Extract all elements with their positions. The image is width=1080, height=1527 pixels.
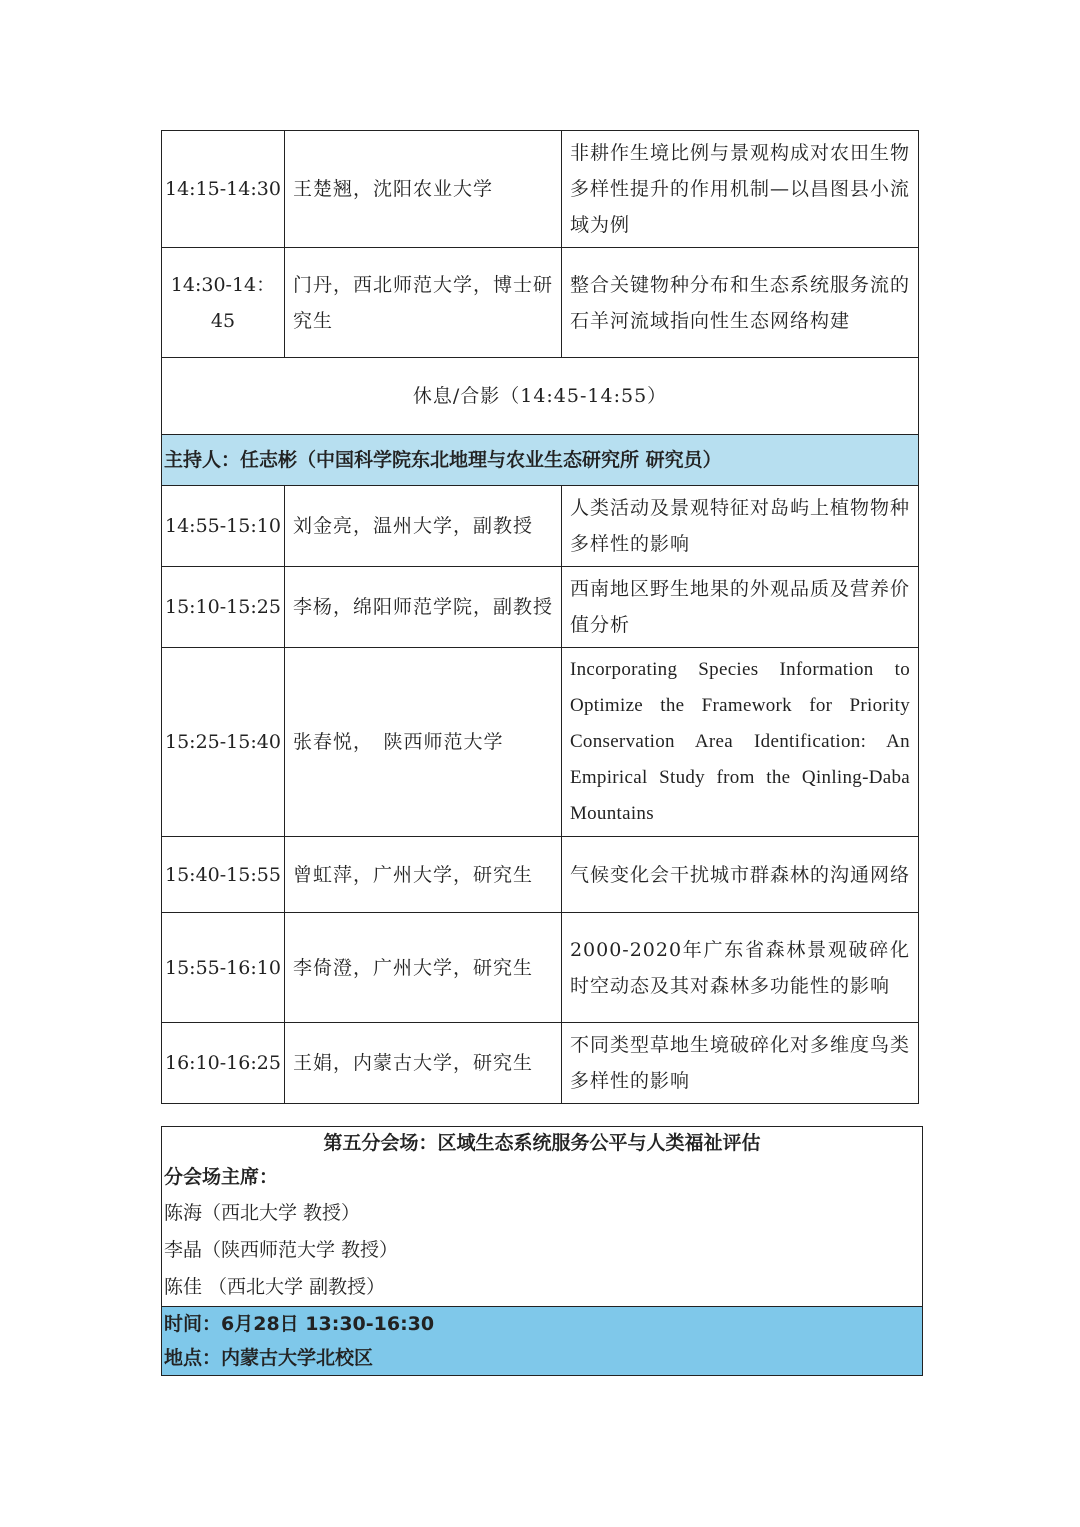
table-row <box>162 248 919 358</box>
time-cell: 15:55-16:10 <box>162 913 285 1023</box>
table-row <box>162 486 919 567</box>
session-table <box>161 1126 923 1376</box>
table-row <box>162 567 919 648</box>
session-info-row <box>162 1307 923 1376</box>
session-time: 时间：6月28日 13:30-16:30 <box>164 1313 435 1335</box>
session-title: 第五分会场：区域生态系统服务公平与人类福祉评估 <box>323 1132 761 1154</box>
session-info-cell <box>162 1307 923 1376</box>
speaker-cell: 王楚翘，沈阳农业大学 <box>284 131 561 248</box>
time-cell: 15:10-15:25 <box>162 567 285 648</box>
speaker-cell: 李倚澄，广州大学，研究生 <box>284 913 561 1023</box>
session-header-cell <box>162 1127 923 1307</box>
speaker-cell: 曾虹萍，广州大学，研究生 <box>284 837 561 913</box>
session-chair: 陈佳 （西北大学 副教授） <box>164 1276 386 1298</box>
break-text: 休息/合影（14:45-14:55） <box>162 358 919 435</box>
topic-cell: 人类活动及景观特征对岛屿上植物物种多样性的影响 <box>561 486 918 567</box>
speaker-cell: 李杨，绵阳师范学院，副教授 <box>284 567 561 648</box>
host-row <box>162 435 919 486</box>
table-row <box>162 131 919 248</box>
topic-cell: Incorporating Species Information to Optimize the Framework for Priority Conservation Area Identification: An Empirical Study from the Qinling-Daba Mountains <box>561 648 918 837</box>
table-row <box>162 648 919 837</box>
time-cell: 16:10-16:25 <box>162 1023 285 1104</box>
topic-cell: 整合关键物种分布和生态系统服务流的石羊河流域指向性生态网络构建 <box>561 248 918 358</box>
session-chair-label: 分会场主席： <box>164 1166 279 1188</box>
speaker-cell: 王娟，内蒙古大学，研究生 <box>284 1023 561 1104</box>
speaker-cell: 门丹，西北师范大学，博士研究生 <box>284 248 561 358</box>
time-cell: 15:25-15:40 <box>162 648 285 837</box>
time-cell: 15:40-15:55 <box>162 837 285 913</box>
speaker-cell: 刘金亮，温州大学，副教授 <box>284 486 561 567</box>
topic-cell: 西南地区野生地果的外观品质及营养价值分析 <box>561 567 918 648</box>
speaker-cell: 张春悦， 陕西师范大学 <box>284 648 561 837</box>
topic-cell: 不同类型草地生境破碎化对多维度鸟类多样性的影响 <box>561 1023 918 1104</box>
session-chair: 李晶（陕西师范大学 教授） <box>164 1239 399 1261</box>
break-row <box>162 358 919 435</box>
session-chair: 陈海（西北大学 教授） <box>164 1202 361 1224</box>
topic-cell: 气候变化会干扰城市群森林的沟通网络 <box>561 837 918 913</box>
host-text: 主持人：任志彬（中国科学院东北地理与农业生态研究所 研究员） <box>162 435 919 486</box>
session-header-row <box>162 1127 923 1307</box>
time-cell: 14:30-14：45 <box>162 248 285 358</box>
table-row <box>162 913 919 1023</box>
table-row <box>162 837 919 913</box>
time-cell: 14:15-14:30 <box>162 131 285 248</box>
table-row <box>162 1023 919 1104</box>
time-cell: 14:55-15:10 <box>162 486 285 567</box>
schedule-table <box>161 130 919 1104</box>
topic-cell: 非耕作生境比例与景观构成对农田生物多样性提升的作用机制—以昌图县小流域为例 <box>561 131 918 248</box>
topic-cell: 2000-2020年广东省森林景观破碎化时空动态及其对森林多功能性的影响 <box>561 913 918 1023</box>
session-location: 地点：内蒙古大学北校区 <box>164 1347 374 1369</box>
